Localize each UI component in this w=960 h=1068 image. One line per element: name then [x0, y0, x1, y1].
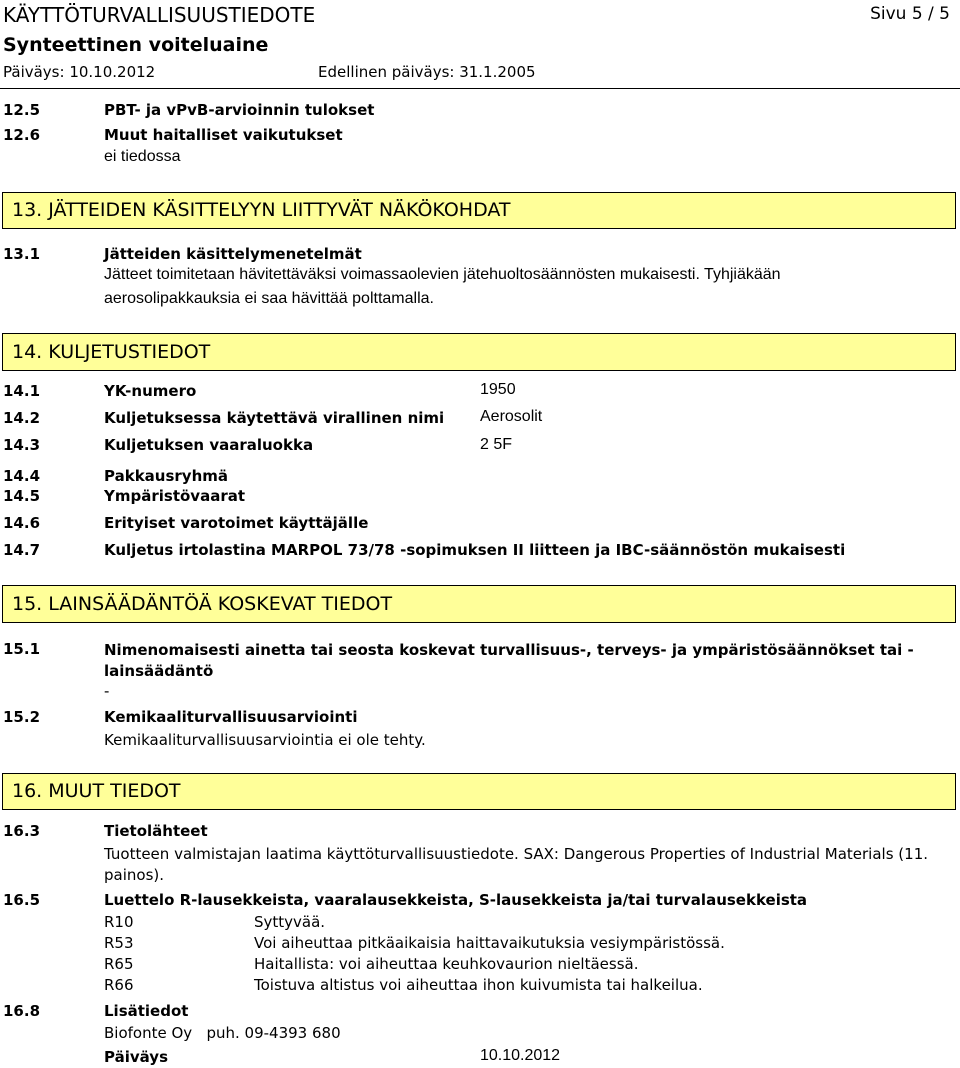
phrase-text: Syttyvää. — [254, 913, 326, 931]
item-heading: Nimenomaisesti ainetta tai seosta koskevat turvallisuus-, terveys- ja ympäristösäännökset tai -lainsäädäntö — [104, 641, 914, 680]
item-heading: Tietolähteet — [104, 822, 208, 840]
item-value: 1950 — [480, 381, 516, 398]
item-heading: Lisätiedot — [104, 1002, 189, 1020]
phrase-code: R65 — [104, 955, 134, 973]
phrase-text: Haitallista: voi aiheuttaa keuhkovaurion nieltäessä. — [254, 955, 639, 973]
section-13-heading: 13. JÄTTEIDEN KÄSITTELYYN LIITTYVÄT NÄKÖKOHDAT — [2, 192, 956, 229]
phrase-text: Toistuva altistus voi aiheuttaa ihon kuivumista tai halkeilua. — [254, 976, 703, 994]
section-15-heading: 15. LAINSÄÄDÄNTÖÄ KOSKEVAT TIEDOT — [2, 585, 956, 623]
item-text: aerosolipakkauksia ei saa hävittää polttamalla. — [104, 290, 434, 307]
item-heading: Jätteiden käsittelymenetelmät — [104, 245, 362, 263]
phrase-code: R66 — [104, 976, 134, 994]
header-divider — [0, 88, 960, 89]
item-number: 16.8 — [3, 1002, 41, 1020]
item-number: 14.3 — [3, 436, 41, 454]
item-heading: Ympäristövaarat — [104, 487, 246, 505]
item-number: 14.4 — [3, 467, 41, 485]
item-number: 14.2 — [3, 409, 41, 427]
item-number: 12.5 — [3, 101, 41, 119]
item-heading: Luettelo R-lausekkeista, vaaralausekkeista, S-lausekkeista ja/tai turvalausekkeista — [104, 891, 808, 909]
phrase-text: Voi aiheuttaa pitkäaikaisia haittavaikutuksia vesiympäristössä. — [254, 934, 725, 952]
item-text: Kemikaaliturvallisuusarviointia ei ole tehty. — [104, 731, 426, 749]
item-number: 12.6 — [3, 126, 41, 144]
item-number: 14.5 — [3, 487, 41, 505]
page-number: Sivu 5 / 5 — [870, 4, 950, 24]
item-heading: Kuljetuksessa käytettävä virallinen nimi — [104, 409, 445, 427]
item-number: 14.7 — [3, 541, 41, 559]
footer-date-label: Päiväys — [104, 1048, 168, 1066]
item-number: 16.5 — [3, 891, 41, 909]
item-number: 15.2 — [3, 708, 41, 726]
item-text: Tuotteen valmistajan laatima käyttöturvallisuustiedote. SAX: Dangerous Properties of Industrial Materials (11. painos). — [104, 845, 929, 884]
item-number: 16.3 — [3, 822, 41, 840]
item-heading: YK-numero — [104, 382, 197, 400]
item-heading: Kemikaaliturvallisuusarviointi — [104, 708, 358, 726]
item-heading: Erityiset varotoimet käyttäjälle — [104, 514, 369, 532]
item-text: Biofonte Oy puh. 09-4393 680 — [104, 1024, 341, 1042]
phrase-code: R10 — [104, 913, 134, 931]
item-heading: PBT- ja vPvB-arvioinnin tulokset — [104, 101, 375, 119]
document-title: KÄYTTÖTURVALLISUUSTIEDOTE — [3, 3, 316, 27]
item-text: ei tiedossa — [104, 148, 181, 165]
item-text: Jätteet toimitetaan hävitettäväksi voimassaolevien jätehuoltosäännösten mukaisesti. Tyhjiäkään — [104, 266, 781, 283]
previous-date: Edellinen päiväys: 31.1.2005 — [318, 63, 536, 81]
item-number: 15.1 — [3, 640, 41, 658]
item-heading: Kuljetus irtolastina MARPOL 73/78 -sopimuksen II liitteen ja IBC-säännöstön mukaisesti — [104, 541, 846, 559]
item-heading: Kuljetuksen vaaraluokka — [104, 436, 314, 454]
item-number: 13.1 — [3, 245, 41, 263]
item-text: - — [104, 683, 110, 700]
phrase-code: R53 — [104, 934, 134, 952]
item-value: Aerosolit — [480, 408, 543, 425]
product-name: Synteettinen voiteluaine — [3, 34, 269, 56]
section-14-heading: 14. KULJETUSTIEDOT — [2, 333, 956, 371]
section-16-heading: 16. MUUT TIEDOT — [2, 773, 956, 810]
item-number: 14.1 — [3, 382, 41, 400]
item-value: 2 5F — [480, 436, 513, 453]
item-number: 14.6 — [3, 514, 41, 532]
item-heading: Pakkausryhmä — [104, 467, 228, 485]
footer-date-value: 10.10.2012 — [480, 1047, 561, 1064]
item-heading: Muut haitalliset vaikutukset — [104, 126, 343, 144]
document-date: Päiväys: 10.10.2012 — [3, 63, 156, 81]
